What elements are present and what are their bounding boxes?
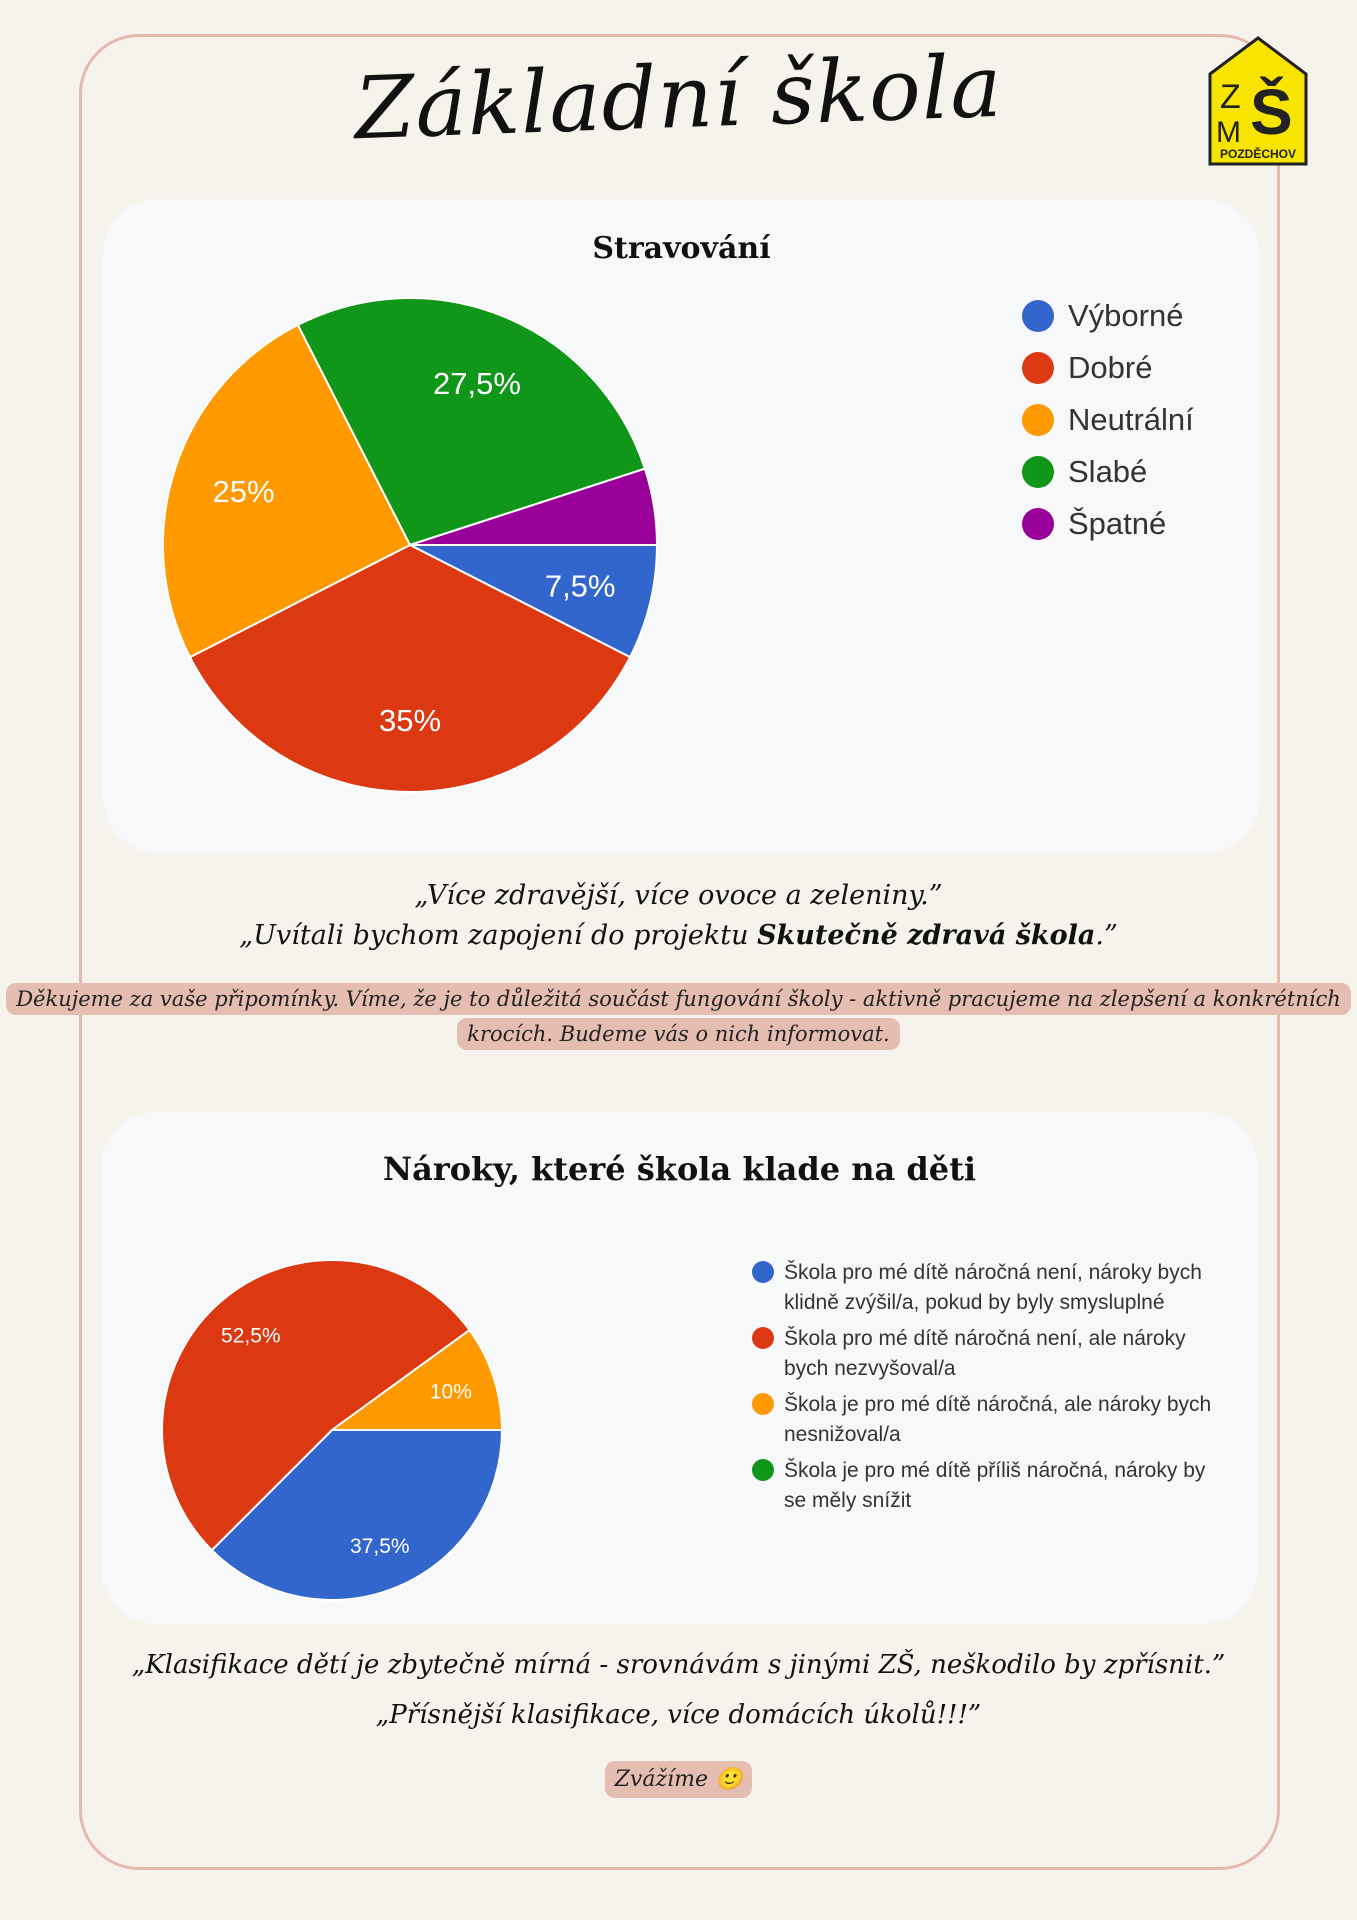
legend-item-0 xyxy=(752,1258,1212,1318)
logo-letter-s: Š xyxy=(1250,76,1293,148)
legend-label: Neutrální xyxy=(1068,402,1194,437)
chart-title: Stravování xyxy=(592,231,771,266)
slice-label-1: 52,5% xyxy=(221,1324,281,1348)
legend-label: Škola pro mé dítě náročná není, ale nároky bych nezvyšoval/a xyxy=(784,1327,1186,1380)
logo-letter-m: M xyxy=(1216,116,1241,149)
reply-1: Děkujeme za vaše připomínky. Víme, že je to důležitá součást fungování školy - aktivně pracujeme na zlepšení a konkrétních krocích. Budeme vás o nich informovat. xyxy=(0,982,1357,1052)
legend-naroky xyxy=(752,1258,1212,1522)
quote-2: „Uvítali bychom zapojení do projektu Skutečně zdravá škola.” xyxy=(239,920,1118,951)
legend-label: Špatné xyxy=(1068,506,1167,541)
quote-4: „Přísnější klasifikace, více domácích úkolů!!!” xyxy=(375,1700,982,1730)
legend-label: Slabé xyxy=(1068,454,1148,489)
slice-label-2: 10% xyxy=(429,1380,472,1404)
legend-dot xyxy=(752,1393,774,1415)
legend-dot xyxy=(752,1459,774,1481)
chart-title: Nároky, které škola klade na děti xyxy=(382,1150,977,1188)
slice-label-3: 27,5% xyxy=(433,366,521,402)
logo-caption: POZDĚCHOV xyxy=(1219,147,1297,161)
slice-label-0: 37,5% xyxy=(350,1534,410,1558)
reply-2: Zvážíme 🙂 xyxy=(0,1762,1357,1797)
legend-label: Škola je pro mé dítě příliš náročná, nároky by se měly snížit xyxy=(784,1459,1206,1512)
legend-label: Výborné xyxy=(1068,298,1184,333)
page-title: Základní škola xyxy=(352,36,1005,160)
legend-label: Škola pro mé dítě náročná není, nároky bych klidně zvýšil/a, pokud by byly smysluplné xyxy=(784,1261,1202,1314)
legend-item-2 xyxy=(752,1390,1212,1450)
slice-label-1: 35% xyxy=(378,702,442,738)
legend-item-3 xyxy=(752,1456,1212,1516)
slice-label-0: 7,5% xyxy=(544,568,616,604)
slice-label-2: 25% xyxy=(212,473,275,509)
legend-label: Škola je pro mé dítě náročná, ale nároky bych nesnižoval/a xyxy=(784,1393,1212,1446)
legend-dot xyxy=(752,1327,774,1349)
quote-1: „Více zdravější, více ovoce a zeleniny.” xyxy=(414,880,943,911)
logo-letter-z: Z xyxy=(1220,78,1241,116)
legend-item-1 xyxy=(752,1324,1212,1384)
quote-3: „Klasifikace dětí je zbytečně mírná - srovnávám s jinými ZŠ, neškodilo by zpřísnit.” xyxy=(131,1650,1226,1680)
legend-dot xyxy=(752,1261,774,1283)
project-name: Skutečně zdravá škola xyxy=(757,920,1096,951)
legend-label: Dobré xyxy=(1068,350,1153,385)
